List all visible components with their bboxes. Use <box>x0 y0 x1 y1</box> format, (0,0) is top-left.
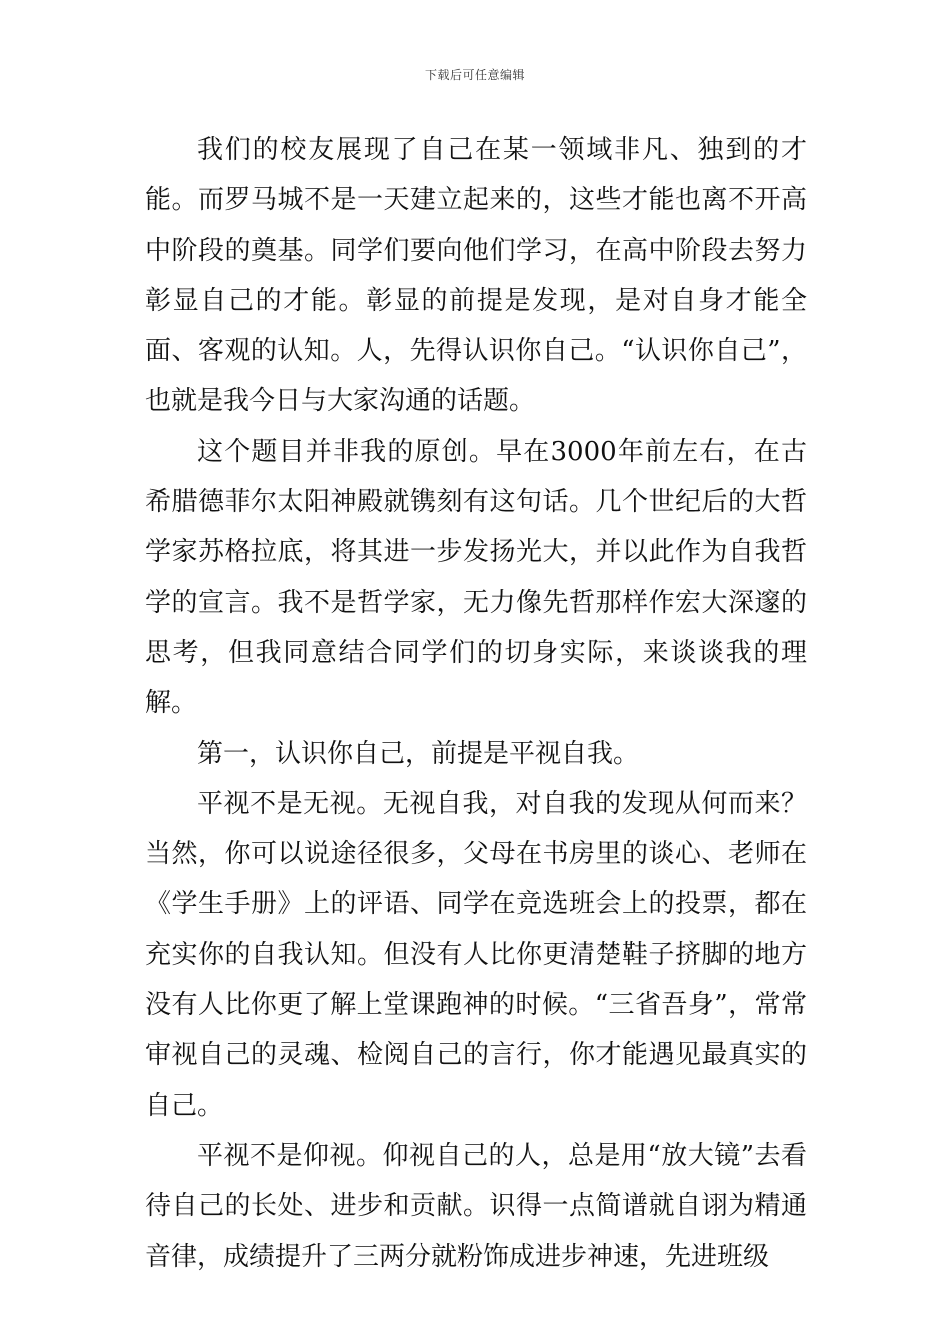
paragraph-4: 平视不是无视。无视自我，对自我的发现从何而来？当然，你可以说途径很多，父母在书房里的谈心、老师在《学生手册》上的评语、同学在竞选班会上的投票，都在充实你的自我认知。但没有人比你更清楚鞋子挤脚的地方没有人比你更了解上堂课跑神的时候。“三省吾身”，常常审视自己的灵魂、检阅自己的言行，你才能遇见最真实的自己。 <box>145 788 807 1121</box>
paragraph-3: 第一，认识你自己，前提是平视自我。 <box>197 738 640 769</box>
paragraph-1: 我们的校友展现了自己在某一领域非凡、独到的才能。而罗马城不是一天建立起来的，这些才能也离不开高中阶段的奠基。同学们要向他们学习，在高中阶段去努力彰显自己的才能。彰显的前提是发现，是对自身才能全面、客观的认知。人，先得认识你自己。“认识你自己”，也就是我今日与大家沟通的话题。 <box>145 135 807 417</box>
page-header-note: 下载后可任意编辑 <box>424 68 525 82</box>
paragraph-2: 这个题目并非我的原创。早在3000年前左右，在古希腊德菲尔太阳神殿就镌刻有这句话。几个世纪后的大哲学家苏格拉底，将其进一步发扬光大，并以此作为自我哲学的宣言。我不是哲学家，无力像先哲那样作宏大深邃的思考，但我同意结合同学们的切身实际，来谈谈我的理解。 <box>145 436 807 719</box>
document-body <box>145 125 807 1282</box>
paragraph-5: 平视不是仰视。仰视自己的人，总是用“放大镜”去看待自己的长处、进步和贡献。识得一点简谱就自诩为精通音律，成绩提升了三两分就粉饰成进步神速，先进班级 <box>145 1140 807 1272</box>
